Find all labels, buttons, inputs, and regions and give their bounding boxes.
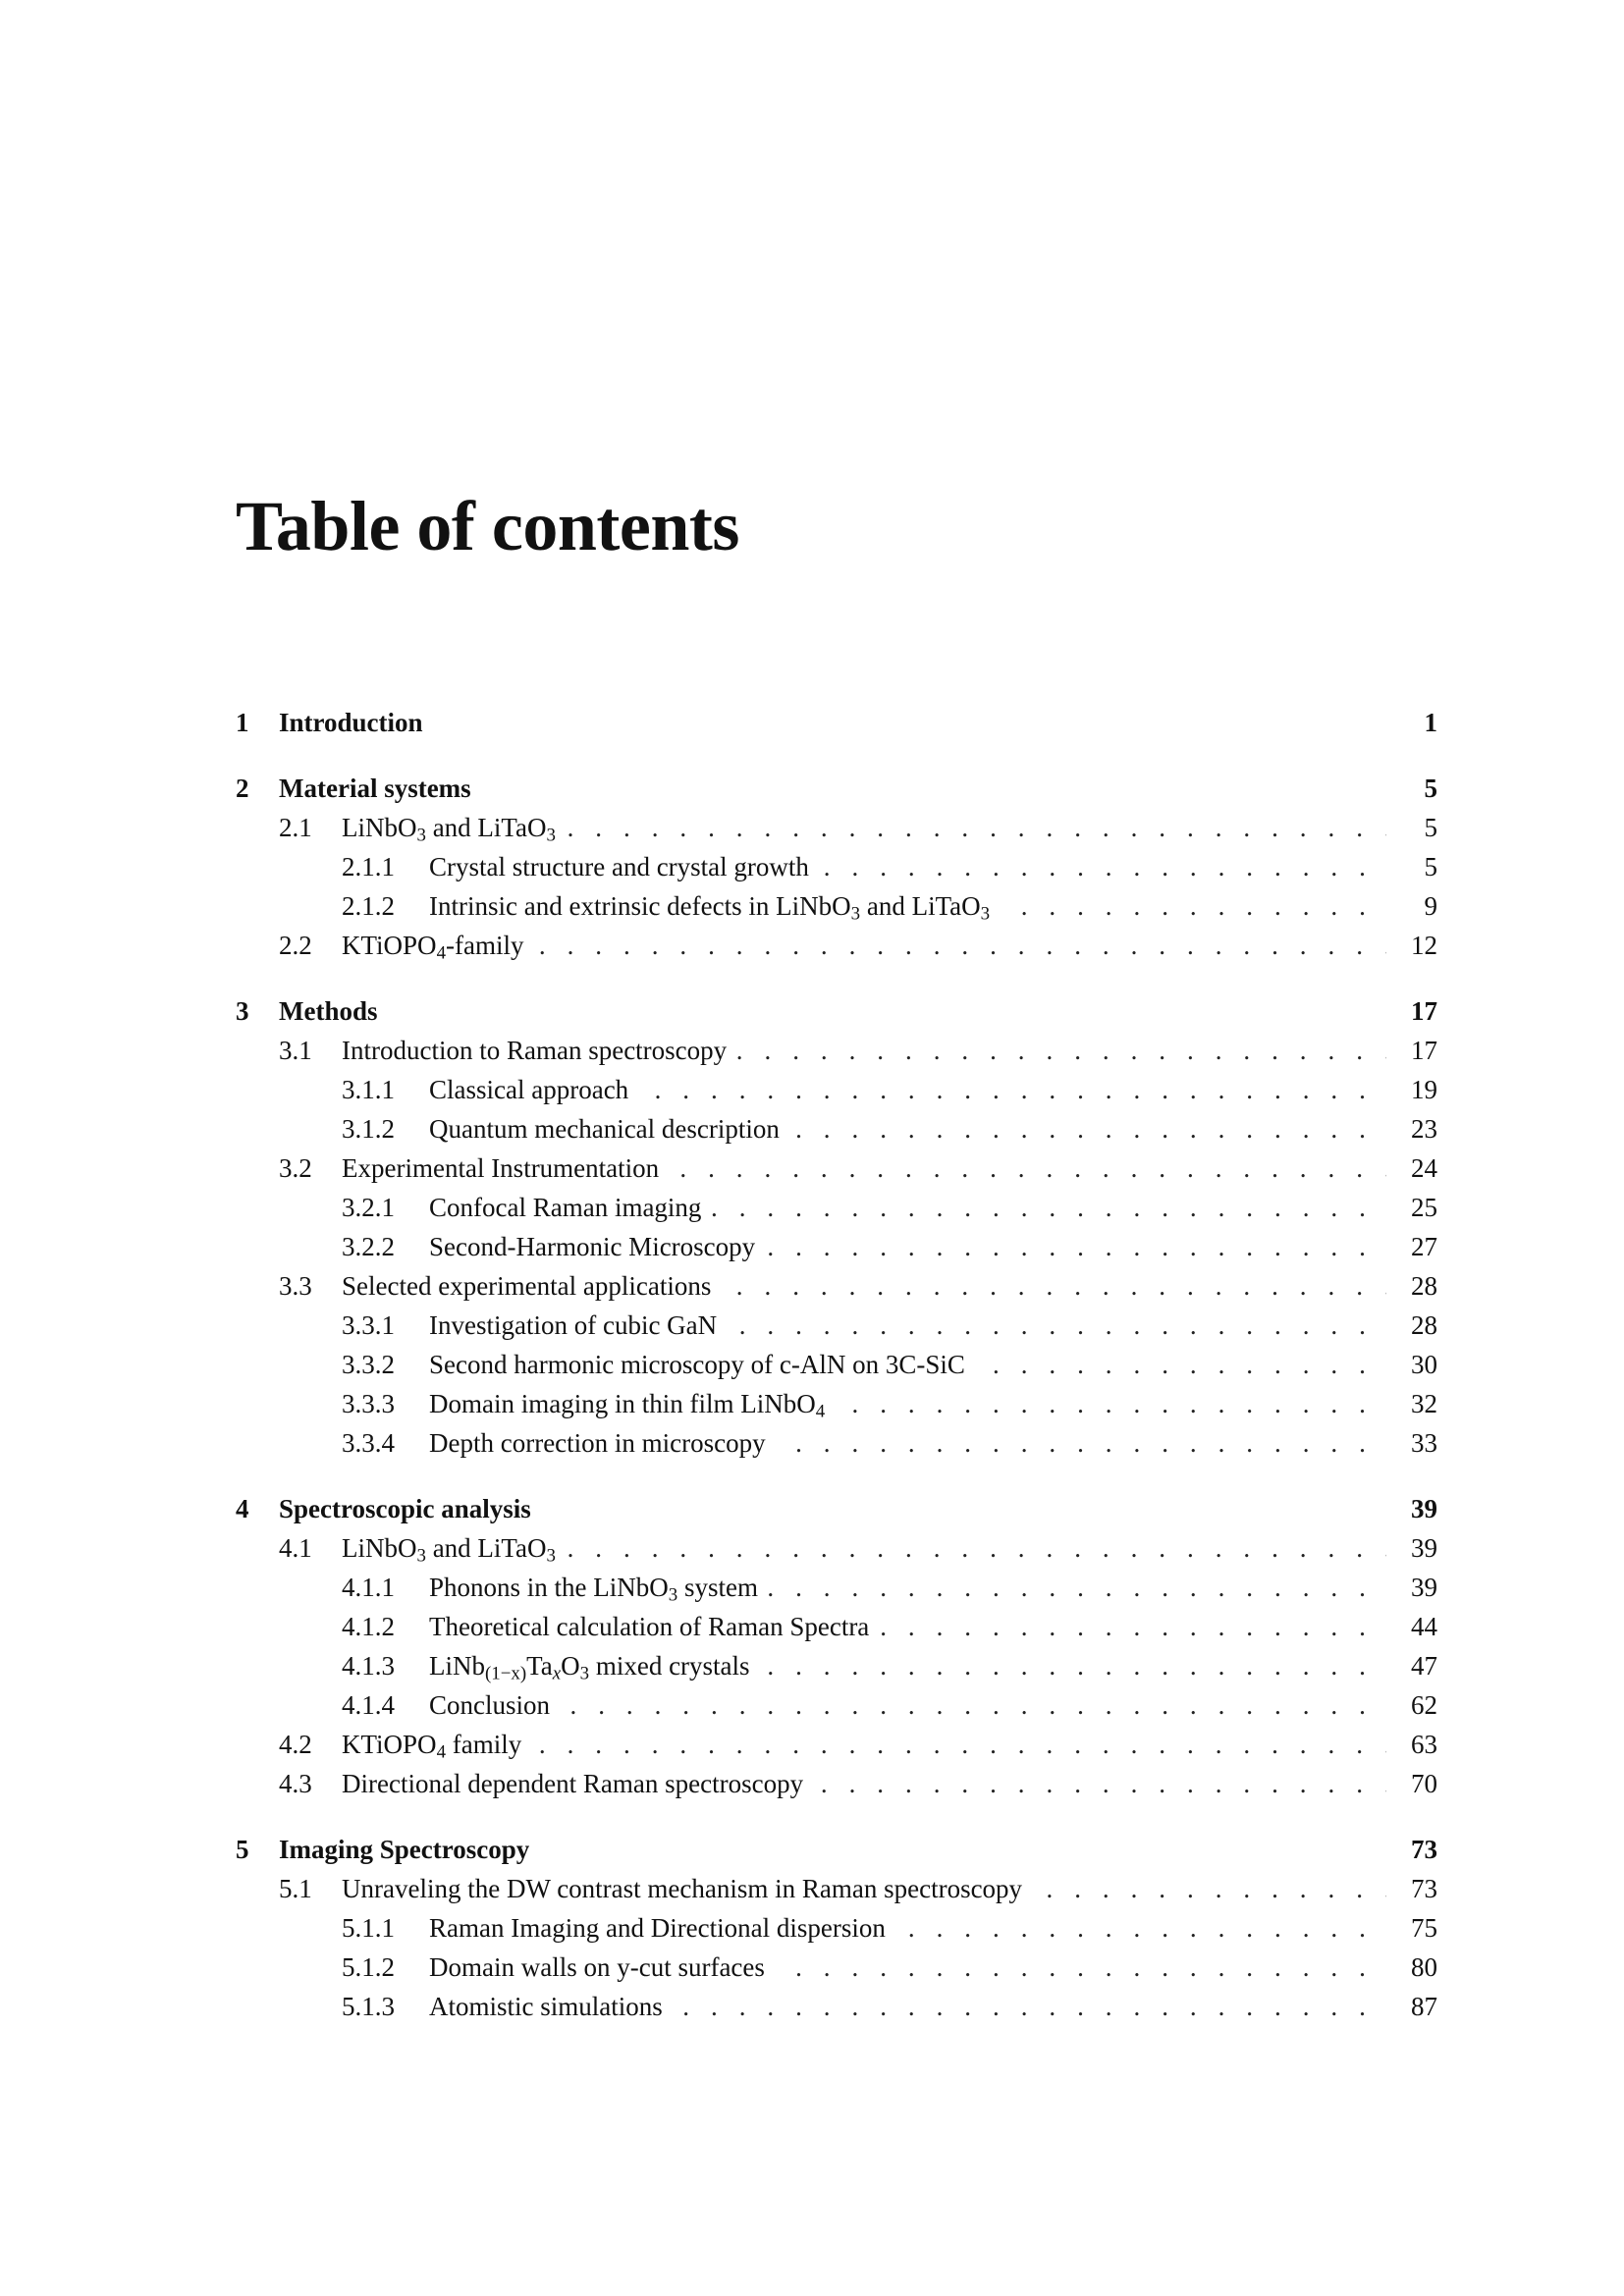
- toc-entry-title[interactable]: Selected experimental applications . . .: [342, 1266, 1386, 1306]
- toc-entry-page: 32: [1411, 1389, 1437, 1418]
- toc-entry-page: 23: [1411, 1114, 1437, 1144]
- toc-entry[interactable]: [236, 1306, 1437, 1345]
- table-of-contents: [236, 703, 1437, 2026]
- toc-entry-title[interactable]: Theoretical calculation of Raman Spectra . . .: [429, 1607, 1386, 1646]
- toc-entry-title[interactable]: Classical approach . . .: [429, 1070, 1386, 1109]
- toc-entry[interactable]: [236, 1070, 1437, 1109]
- toc-entry-number: 3: [236, 996, 249, 1026]
- toc-entry[interactable]: [236, 847, 1437, 886]
- toc-entry-title[interactable]: Raman Imaging and Directional dispersion . . .: [429, 1908, 1386, 1948]
- toc-entry[interactable]: [236, 1646, 1437, 1685]
- toc-entry[interactable]: [236, 1908, 1437, 1948]
- toc-entry-title[interactable]: KTiOPO$_4$ family . . .: [342, 1725, 1386, 1764]
- toc-entry-number: 3.1.2: [342, 1114, 395, 1144]
- toc-entry-number: 4.2: [279, 1730, 312, 1759]
- toc-entry-page: 63: [1411, 1730, 1437, 1759]
- toc-entry[interactable]: [236, 1725, 1437, 1764]
- toc-entry-page: 39: [1411, 1533, 1437, 1563]
- toc-entry-number: 3.1: [279, 1036, 312, 1065]
- toc-entry-number: 3.2: [279, 1153, 312, 1183]
- toc-chapter[interactable]: [236, 1830, 1437, 1869]
- toc-entry-number: 3.2.2: [342, 1232, 395, 1261]
- toc-chapter[interactable]: [236, 769, 1437, 808]
- toc-entry[interactable]: [236, 1423, 1437, 1463]
- toc-entry-title[interactable]: KTiOPO$_4$-family . . .: [342, 926, 1386, 965]
- toc-entry[interactable]: [236, 926, 1437, 965]
- toc-entry-page: 5: [1424, 774, 1437, 803]
- toc-entry-number: 3.1.1: [342, 1075, 395, 1104]
- toc-entry[interactable]: [236, 1869, 1437, 1908]
- toc-entry-page: 44: [1411, 1612, 1437, 1641]
- toc-chapter[interactable]: [236, 703, 1437, 742]
- toc-entry[interactable]: [236, 1685, 1437, 1725]
- toc-entry-title[interactable]: Quantum mechanical description . . .: [429, 1109, 1386, 1148]
- toc-entry-page: 62: [1411, 1690, 1437, 1720]
- toc-entry[interactable]: [236, 1266, 1437, 1306]
- toc-entry-page: 5: [1424, 852, 1437, 881]
- toc-entry-number: 3.3.3: [342, 1389, 395, 1418]
- toc-entry[interactable]: [236, 1031, 1437, 1070]
- toc-entry-title[interactable]: Phonons in the LiNbO$_3$ system . . .: [429, 1568, 1386, 1607]
- toc-entry-title[interactable]: Domain walls on y-cut surfaces . . .: [429, 1948, 1386, 1987]
- toc-entry-title[interactable]: Unraveling the DW contrast mechanism in Raman spectroscopy . . .: [342, 1869, 1386, 1908]
- toc-entry-title[interactable]: LiNbO$_3$ and LiTaO$_3$ . . .: [342, 808, 1386, 847]
- toc-entry-number: 3.3.2: [342, 1350, 395, 1379]
- toc-entry-number: 4.1.1: [342, 1573, 395, 1602]
- toc-entry-number: 1: [236, 708, 249, 737]
- toc-entry-page: 24: [1411, 1153, 1437, 1183]
- toc-entry-page: 39: [1411, 1573, 1437, 1602]
- toc-entry-page: 28: [1411, 1310, 1437, 1340]
- toc-chapter[interactable]: [236, 1489, 1437, 1528]
- toc-entry-title[interactable]: Confocal Raman imaging . . .: [429, 1188, 1386, 1227]
- toc-entry[interactable]: [236, 1948, 1437, 1987]
- toc-entry[interactable]: [236, 1148, 1437, 1188]
- toc-entry-number: 4.3: [279, 1769, 312, 1798]
- toc-entry-page: 73: [1411, 1874, 1437, 1903]
- toc-entry-page: 33: [1411, 1428, 1437, 1458]
- toc-entry[interactable]: [236, 1109, 1437, 1148]
- toc-entry-title[interactable]: Crystal structure and crystal growth . . .: [429, 847, 1386, 886]
- toc-entry-number: 3.3.1: [342, 1310, 395, 1340]
- toc-entry[interactable]: [236, 1607, 1437, 1646]
- toc-entry-number: 5.1.1: [342, 1913, 395, 1943]
- toc-entry-page: 17: [1411, 996, 1437, 1026]
- toc-entry-number: 5.1.2: [342, 1952, 395, 1982]
- toc-entry[interactable]: [236, 886, 1437, 926]
- toc-entry-page: 47: [1411, 1651, 1437, 1681]
- toc-entry-page: 9: [1424, 891, 1437, 921]
- toc-entry-number: 5: [236, 1835, 249, 1864]
- toc-entry-title[interactable]: Conclusion . . .: [429, 1685, 1386, 1725]
- toc-entry-page: 1: [1424, 708, 1437, 737]
- toc-entry-number: 5.1: [279, 1874, 312, 1903]
- toc-entry-page: 30: [1411, 1350, 1437, 1379]
- toc-entry-page: 19: [1411, 1075, 1437, 1104]
- toc-entry-page: 87: [1411, 1992, 1437, 2021]
- toc-entry-number: 2.1.1: [342, 852, 395, 881]
- toc-entry-page: 80: [1411, 1952, 1437, 1982]
- toc-entry-title[interactable]: Imaging Spectroscopy: [279, 1830, 1386, 1869]
- toc-entry-number: 4.1.3: [342, 1651, 395, 1681]
- toc-entry[interactable]: [236, 808, 1437, 847]
- toc-entry-page: 28: [1411, 1271, 1437, 1301]
- toc-entry-title[interactable]: Material systems: [279, 769, 1386, 808]
- toc-entry-title[interactable]: Introduction: [279, 703, 1386, 742]
- toc-entry[interactable]: [236, 1227, 1437, 1266]
- toc-entry-title[interactable]: Experimental Instrumentation . . .: [342, 1148, 1386, 1188]
- toc-entry-title[interactable]: Atomistic simulations . . .: [429, 1987, 1386, 2026]
- toc-entry-title[interactable]: Depth correction in microscopy . . .: [429, 1423, 1386, 1463]
- toc-entry-number: 2.1.2: [342, 891, 395, 921]
- toc-entry-page: 17: [1411, 1036, 1437, 1065]
- toc-entry[interactable]: [236, 1528, 1437, 1568]
- toc-entry-page: 39: [1411, 1494, 1437, 1523]
- toc-entry-number: 2.2: [279, 931, 312, 960]
- toc-entry-number: 5.1.3: [342, 1992, 395, 2021]
- toc-entry-title[interactable]: Second harmonic microscopy of c-AlN on 3C-SiC . . .: [429, 1345, 1386, 1384]
- toc-entry-number: 4: [236, 1494, 249, 1523]
- toc-entry-page: 70: [1411, 1769, 1437, 1798]
- toc-entry-title[interactable]: Intrinsic and extrinsic defects in LiNbO$_3$ and LiTaO$_3$ . . .: [429, 886, 1386, 926]
- toc-entry-title[interactable]: LiNbO$_3$ and LiTaO$_3$ . . .: [342, 1528, 1386, 1568]
- toc-entry-title[interactable]: Investigation of cubic GaN . . .: [429, 1306, 1386, 1345]
- toc-entry-title[interactable]: $LiNb_{(1-x)}Ta_xO_3$ mixed crystals . . .: [429, 1646, 1386, 1685]
- toc-entry-page: 73: [1411, 1835, 1437, 1864]
- toc-entry-title[interactable]: Second-Harmonic Microscopy . . .: [429, 1227, 1386, 1266]
- toc-entry-number: 3.2.1: [342, 1193, 395, 1222]
- toc-entry-page: 25: [1411, 1193, 1437, 1222]
- toc-entry[interactable]: [236, 1764, 1437, 1803]
- toc-entry[interactable]: [236, 1384, 1437, 1423]
- toc-entry-title[interactable]: Introduction to Raman spectroscopy . . .: [342, 1031, 1386, 1070]
- toc-entry-number: 2: [236, 774, 249, 803]
- page-title: Table of contents: [236, 487, 739, 565]
- toc-entry-number: 4.1.2: [342, 1612, 395, 1641]
- toc-entry[interactable]: [236, 1987, 1437, 2026]
- toc-entry-number: 2.1: [279, 813, 312, 842]
- toc-entry[interactable]: [236, 1188, 1437, 1227]
- toc-entry-title[interactable]: Domain imaging in thin film LiNbO$_4$ . . .: [429, 1384, 1386, 1423]
- toc-entry-number: 3.3: [279, 1271, 312, 1301]
- toc-entry-number: 4.1: [279, 1533, 312, 1563]
- toc-entry-page: 27: [1411, 1232, 1437, 1261]
- toc-entry[interactable]: [236, 1568, 1437, 1607]
- toc-entry-page: 12: [1411, 931, 1437, 960]
- toc-entry[interactable]: [236, 1345, 1437, 1384]
- toc-entry-title[interactable]: Spectroscopic analysis: [279, 1489, 1386, 1528]
- toc-entry-number: 4.1.4: [342, 1690, 395, 1720]
- toc-entry-number: 3.3.4: [342, 1428, 395, 1458]
- toc-entry-title[interactable]: Directional dependent Raman spectroscopy . . .: [342, 1764, 1386, 1803]
- toc-entry-title[interactable]: Methods: [279, 991, 1386, 1031]
- toc-entry-page: 5: [1424, 813, 1437, 842]
- toc-entry-page: 75: [1411, 1913, 1437, 1943]
- toc-chapter[interactable]: [236, 991, 1437, 1031]
